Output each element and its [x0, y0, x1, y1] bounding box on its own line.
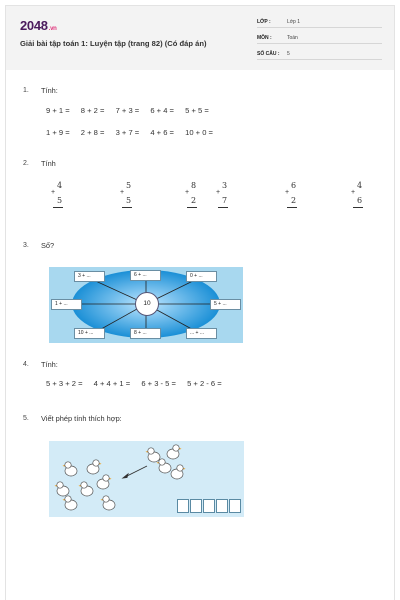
- question-3-title: Số?: [41, 241, 55, 250]
- expression: 5 + 2 - 6 =: [187, 379, 222, 388]
- expression: 6 + 3 - 5 =: [141, 379, 176, 388]
- diagram-box-top-right[interactable]: 0 + ...: [186, 271, 217, 282]
- addend-top: 4: [57, 181, 63, 190]
- diagram-box-left[interactable]: 1 + ...: [51, 299, 82, 310]
- expression: 10 + 0 =: [185, 128, 213, 137]
- addend-top: 6: [291, 181, 297, 190]
- number-bond-diagram: [49, 267, 243, 343]
- chicks-picture: [49, 441, 244, 517]
- question-1-row-2: [46, 128, 222, 137]
- plus-sign: +: [351, 189, 356, 196]
- worksheet-header: [6, 6, 394, 70]
- question-4-title: Tính:: [41, 360, 58, 369]
- diagram-box-bottom-right[interactable]: ... + ...: [186, 328, 217, 339]
- answer-box-4[interactable]: [216, 499, 228, 513]
- addend-bottom: 5: [57, 196, 63, 205]
- sum-line: [187, 207, 197, 208]
- expression: 4 + 4 + 1 =: [93, 379, 131, 388]
- answer-box-3[interactable]: [203, 499, 215, 513]
- plus-sign: +: [120, 189, 125, 196]
- logo-suffix: .vn: [48, 26, 57, 32]
- sum-line: [287, 207, 297, 208]
- expression: 5 + 3 + 2 =: [46, 379, 83, 388]
- question-5-number: 5.: [23, 415, 29, 422]
- addend-top: 8: [191, 181, 197, 190]
- plus-sign: +: [216, 189, 221, 196]
- diagram-box-bottom[interactable]: 8 + ...: [130, 328, 161, 339]
- expression: 7 + 3 =: [115, 106, 140, 115]
- expression: 6 + 4 =: [150, 106, 174, 115]
- answer-box-5[interactable]: [229, 499, 241, 513]
- addend-bottom: 2: [291, 196, 297, 205]
- diagram-box-top[interactable]: 6 + ...: [130, 270, 161, 281]
- addend-bottom: 6: [357, 196, 363, 205]
- question-1-title: Tính:: [41, 86, 58, 95]
- plus-sign: +: [51, 189, 56, 196]
- meta-subject: [257, 32, 382, 44]
- meta-count-value: 5: [287, 51, 290, 57]
- expression: 1 + 9 =: [46, 128, 70, 137]
- question-4-row: [46, 379, 231, 388]
- question-5-title: Viết phép tính thích hợp:: [41, 414, 122, 423]
- addend-top: 3: [222, 181, 228, 190]
- answer-box-1[interactable]: [177, 499, 189, 513]
- sum-line: [353, 207, 363, 208]
- diagram-box-right[interactable]: 5 + ...: [210, 299, 241, 310]
- plus-sign: +: [185, 189, 190, 196]
- diagram-box-top-left[interactable]: 3 + ...: [74, 271, 105, 282]
- addend-bottom: 5: [126, 196, 132, 205]
- question-4-number: 4.: [23, 361, 29, 368]
- addend-top: 5: [126, 181, 132, 190]
- meta-subject-label: MÔN :: [257, 35, 272, 41]
- question-2-number: 2.: [23, 160, 29, 167]
- expression: 5 + 5 =: [185, 106, 209, 115]
- site-logo[interactable]: [20, 18, 57, 33]
- addend-top: 4: [357, 181, 363, 190]
- worksheet-page: [5, 5, 395, 600]
- document-title: Giải bài tập toán 1: Luyện tập (trang 82) (Có đáp án): [20, 39, 207, 48]
- meta-subject-value: Toán: [287, 35, 298, 41]
- expression: 2 + 8 =: [80, 128, 105, 137]
- plus-sign: +: [285, 189, 290, 196]
- addend-bottom: 7: [222, 196, 228, 205]
- question-1-row-1: [46, 106, 218, 115]
- diagram-box-bottom-left[interactable]: 10 + ...: [74, 328, 105, 339]
- sum-line: [218, 207, 228, 208]
- expression: 8 + 2 =: [80, 106, 105, 115]
- meta-question-count: [257, 48, 382, 60]
- sum-line: [53, 207, 63, 208]
- question-3-number: 3.: [23, 242, 29, 249]
- meta-grade: [257, 16, 382, 28]
- logo-text: 2048: [20, 18, 48, 33]
- diagram-center-value: 10: [135, 292, 159, 316]
- meta-count-label: SỐ CÂU :: [257, 51, 280, 57]
- expression: 3 + 7 =: [115, 128, 140, 137]
- expression: 9 + 1 =: [46, 106, 70, 115]
- question-1-number: 1.: [23, 87, 29, 94]
- addend-bottom: 2: [191, 196, 197, 205]
- meta-grade-value: Lớp 1: [287, 19, 301, 25]
- answer-box-2[interactable]: [190, 499, 202, 513]
- meta-grade-label: LỚP :: [257, 19, 271, 25]
- question-2-title: Tính: [41, 159, 56, 168]
- expression: 4 + 6 =: [150, 128, 174, 137]
- sum-line: [122, 207, 132, 208]
